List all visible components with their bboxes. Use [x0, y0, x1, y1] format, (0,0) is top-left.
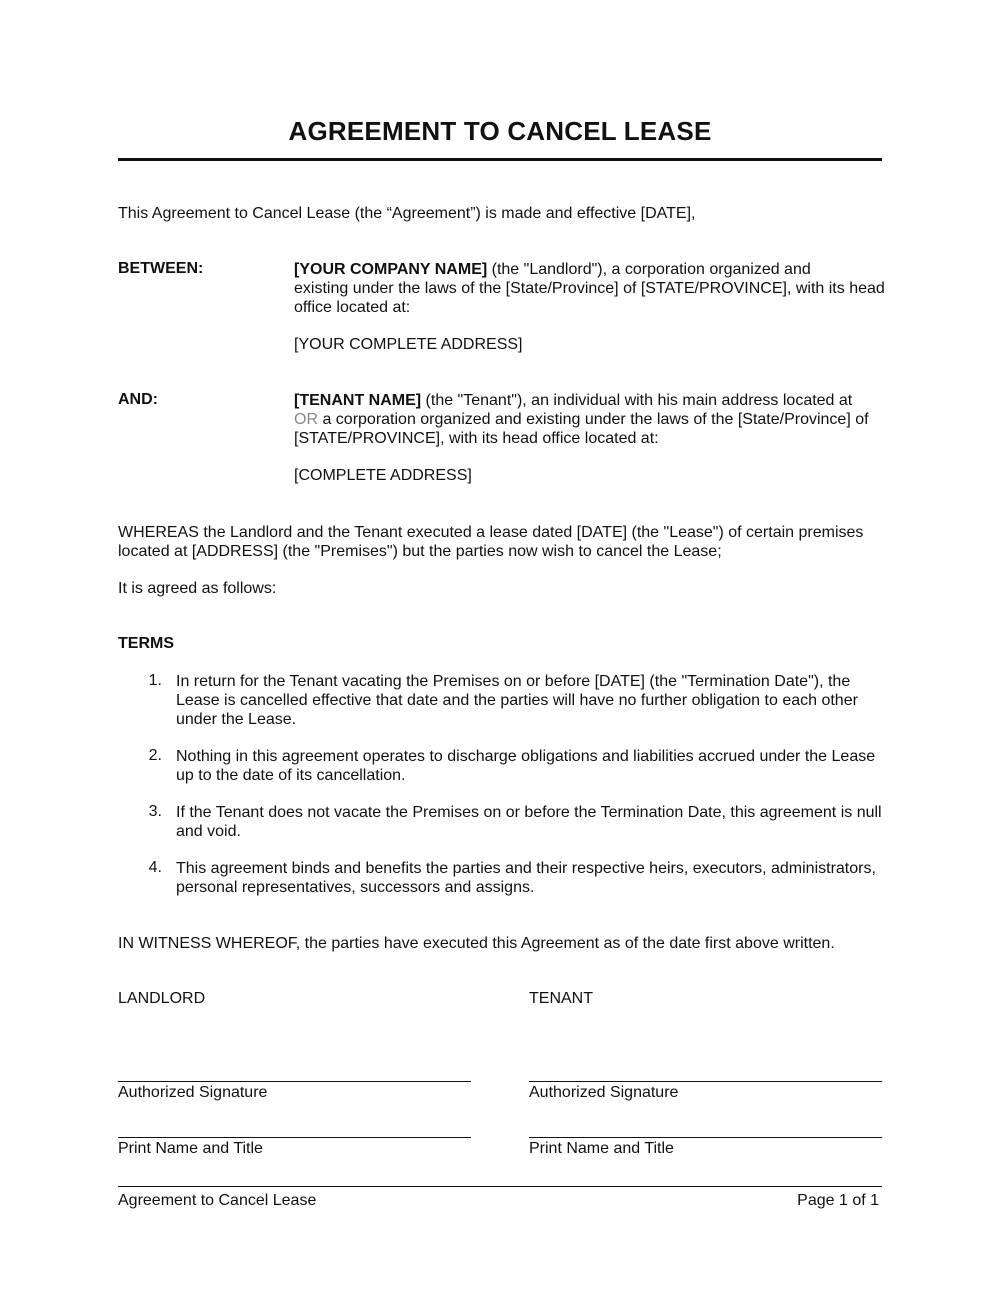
between-text-rest: existing under the laws of the [State/Province] of [STATE/PROVINCE], with its head office located at:	[294, 280, 885, 316]
between-text-line1: (the "Landlord"), a corporation organized and	[487, 261, 811, 278]
term-number: 1.	[148, 672, 162, 689]
landlord-print-name-line[interactable]	[118, 1137, 471, 1138]
term-text: If the Tenant does not vacate the Premises on or before the Termination Date, this agreement is null and void.	[176, 804, 882, 840]
landlord-print-caption: Print Name and Title	[118, 1140, 263, 1157]
term-number: 3.	[148, 803, 162, 820]
tenant-print-caption: Print Name and Title	[529, 1140, 674, 1157]
footer-document-name: Agreement to Cancel Lease	[118, 1192, 317, 1209]
landlord-name-placeholder: [YOUR COMPANY NAME]	[294, 261, 488, 278]
landlord-address: [YOUR COMPLETE ADDRESS]	[294, 336, 523, 353]
witness-paragraph: IN WITNESS WHEREOF, the parties have executed this Agreement as of the date first above written.	[118, 935, 835, 952]
title-underline	[118, 158, 882, 161]
landlord-signature-line[interactable]	[118, 1081, 471, 1082]
landlord-label: LANDLORD	[118, 990, 206, 1007]
between-label: BETWEEN:	[118, 260, 204, 277]
document-title: AGREEMENT TO CANCEL LEASE	[288, 116, 712, 146]
agreed-paragraph: It is agreed as follows:	[118, 580, 277, 597]
term-text: Nothing in this agreement operates to discharge obligations and liabilities accrued under the Lease up to the date of its cancellation.	[176, 748, 876, 784]
whereas-paragraph: WHEREAS the Landlord and the Tenant executed a lease dated [DATE] (the "Lease") of certain premises located at [ADDRESS] (the "Premises") but the parties now wish to cancel the Lease;	[118, 524, 864, 560]
footer-page-number: Page 1 of 1	[797, 1192, 879, 1209]
tenant-name-placeholder: [TENANT NAME]	[294, 392, 422, 409]
term-text: In return for the Tenant vacating the Premises on or before [DATE] (the "Termination Date"), the Lease is cancelled effective that date and the parties will have no further obligation to each other under the Lease.	[176, 673, 858, 728]
landlord-signature-caption: Authorized Signature	[118, 1084, 268, 1101]
terms-heading: TERMS	[118, 635, 174, 652]
intro-paragraph: This Agreement to Cancel Lease (the “Agreement”) is made and effective [DATE],	[118, 205, 696, 222]
tenant-signature-line[interactable]	[529, 1081, 882, 1082]
tenant-print-name-line[interactable]	[529, 1137, 882, 1138]
footer-rule	[118, 1186, 882, 1187]
and-text-rest: a corporation organized and existing under the laws of the [State/Province] of [STATE/PROVINCE], with its head office located at:	[294, 411, 869, 447]
tenant-label: TENANT	[529, 990, 593, 1007]
tenant-signature-caption: Authorized Signature	[529, 1084, 679, 1101]
or-word: OR	[294, 411, 318, 428]
term-number: 4.	[148, 859, 162, 876]
term-text: This agreement binds and benefits the parties and their respective heirs, executors, administrators, personal representatives, successors and assigns.	[176, 860, 876, 896]
tenant-address: [COMPLETE ADDRESS]	[294, 467, 472, 484]
between-party-text	[294, 260, 886, 317]
and-text-line1: (the "Tenant"), an individual with his main address located at	[421, 392, 853, 409]
term-number: 2.	[148, 747, 162, 764]
and-party-text	[294, 391, 886, 448]
and-label: AND:	[118, 391, 158, 408]
